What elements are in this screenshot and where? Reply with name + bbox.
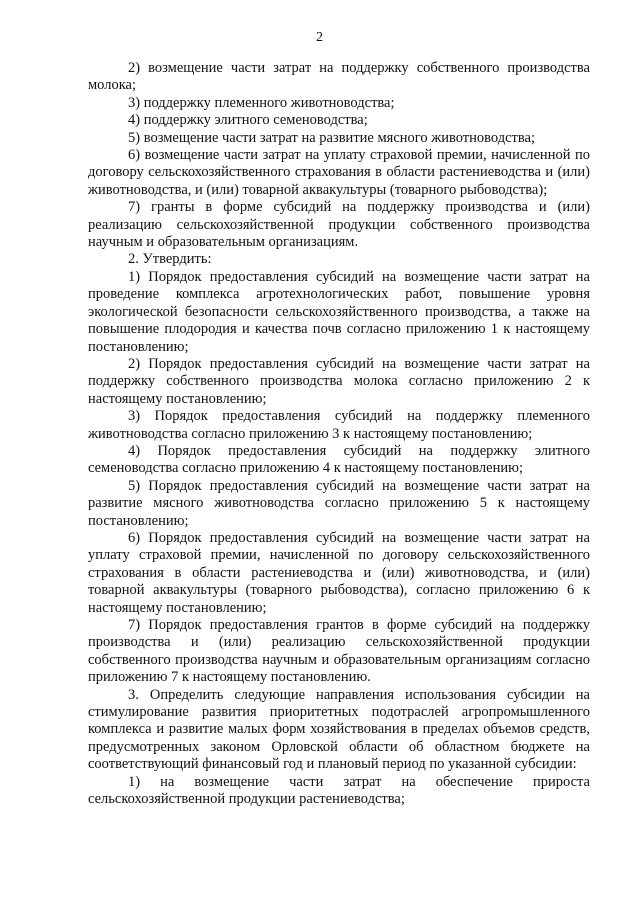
paragraph: 6) Порядок предоставления субсидий на возмещение части затрат на уплату страховой премии, начисленной по договору сельскохозяйственного страхования в области растениеводства и (или) животноводства, и (или) товарной аквакультуры (товарного рыбоводства), согласно приложению 6 к настоящему постановлению; xyxy=(88,529,590,616)
section-heading: 2. Утвердить: xyxy=(128,251,212,268)
paragraph: 2) Порядок предоставления субсидий на возмещение части затрат на поддержку собственного производства молока согласно приложению 2 к настоящему постановлению; xyxy=(88,355,590,407)
paragraph: 7) гранты в форме субсидий на поддержку производства и (или) реализацию сельскохозяйственной продукции собственного производства научным и образовательным организациям. xyxy=(88,199,590,251)
paragraph: 7) Порядок предоставления грантов в форме субсидий на поддержку производства и (или) реализацию сельскохозяйственной продукции собственного производства научным и образовательным организациям согласно приложению 7 к настоящему постановлению. xyxy=(88,617,590,686)
paragraph: 4) поддержку элитного семеноводства; xyxy=(128,112,368,129)
paragraph: 4) Порядок предоставления субсидий на поддержку элитного семеноводства согласно приложению 4 к настоящему постановлению; xyxy=(88,442,590,477)
paragraph: 6) возмещение части затрат на уплату страховой премии, начисленной по договору сельскохозяйственного страхования в области растениеводства и (или) животноводства, и (или) товарной аквакультуры (товарного рыбоводства); xyxy=(88,147,590,198)
paragraph: 1) на возмещение части затрат на обеспечение прироста сельскохозяйственной продукции растениеводства; xyxy=(88,773,590,808)
paragraph: 2) возмещение части затрат на поддержку собственного производства молока; xyxy=(88,60,590,94)
paragraph: 3) Порядок предоставления субсидий на поддержку племенного животноводства согласно приложению 3 к настоящему постановлению; xyxy=(88,408,590,442)
paragraph: 3) поддержку племенного животноводства; xyxy=(128,94,395,111)
paragraph: 5) возмещение части затрат на развитие мясного животноводства; xyxy=(128,129,536,146)
paragraph: 5) Порядок предоставления субсидий на возмещение части затрат на развитие мясного животноводства согласно приложению 5 к настоящему постановлению; xyxy=(88,477,590,529)
paragraph: 3. Определить следующие направления использования субсидии на стимулирование развития приоритетных подотраслей агропромышленного комплекса и развитие малых форм хозяйствования в пределах объемов средств, предусмотренных законом Орловской области об областном бюджете на соответствующий финансовый год и плановый период по указанной субсидии: xyxy=(88,686,590,773)
paragraph: 1) Порядок предоставления субсидий на возмещение части затрат на проведение комплекса агротехнологических работ, повышение уровня экологической безопасности сельскохозяйственного производства, а также на повышение плодородия и качества почв согласно приложению 1 к настоящему постановлению; xyxy=(88,268,590,355)
document-body xyxy=(88,60,590,808)
page-number: 2 xyxy=(316,30,323,45)
